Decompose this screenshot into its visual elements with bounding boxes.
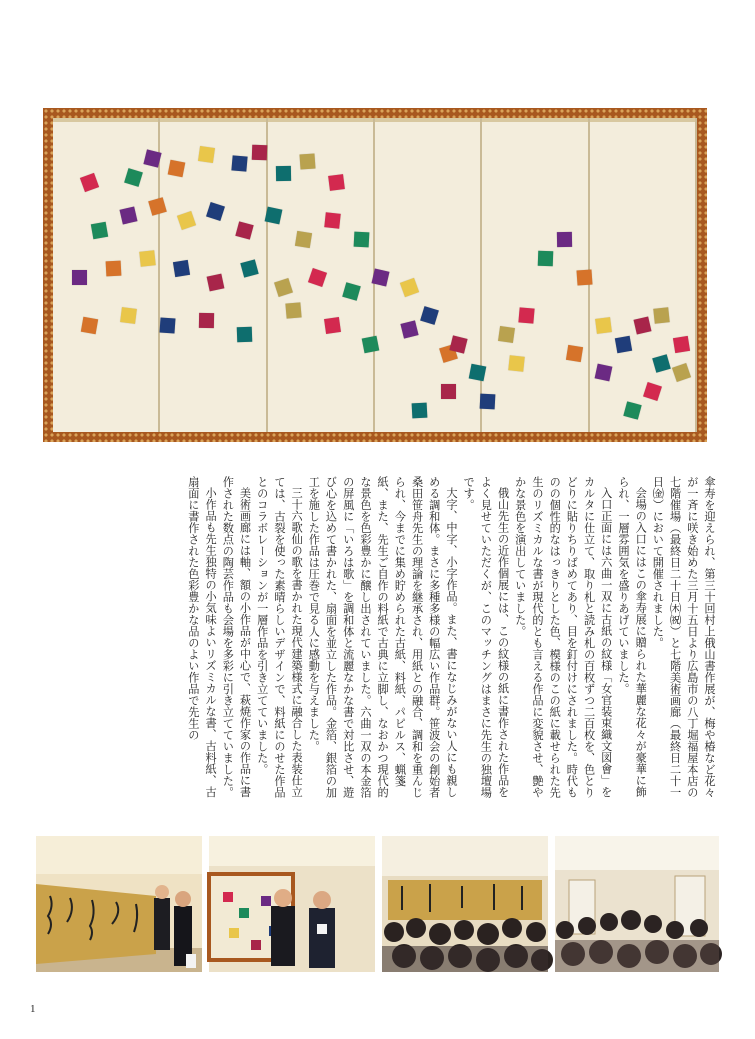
article-paragraph: 会場の入口にはこの傘寿展に贈られた華麗な花々が豪華に飾られ、一層雰囲気を盛りあげていました。 xyxy=(616,476,648,798)
karuta-card xyxy=(148,197,167,216)
karuta-card xyxy=(159,317,175,333)
karuta-card xyxy=(168,159,186,177)
article-paragraph: 傘寿を迎えられ、第三十回村上俄山書作展が、梅や椿など花々が一斉に咲き始めた三月十五日より広島市の八丁堀福屋本店の七階催場（最終日二十日㈭㈷）と七階美術画廊（最終日二十一日㈮）において開催されました。 xyxy=(651,476,716,798)
karuta-card xyxy=(479,393,495,409)
article-paragraph: 入口正面には六曲一双に古紙の紋様「女官装束織文図會」をカルタに仕立て、取り札と読み札の百枚ずつ二百枚を、色とりどりに貼りちりばめてあり、目を釘付けにされました。時代ものの個性的なはっきりとした色、模様のこの紙に載せられた先生のリズミカルな書が現代的とも言える作品に変貌させ、艶やかな景色を演出していました。 xyxy=(513,476,613,798)
karuta-card xyxy=(498,326,515,343)
article-paragraph: 小作品も先生独特の小気味よいリズミカルな書、古料紙、古扇面に書作された色彩豊かな品のよい作品で先生の xyxy=(186,476,218,798)
karuta-card xyxy=(576,269,592,285)
karuta-card xyxy=(557,232,572,247)
karuta-card xyxy=(673,335,690,352)
gallery-calligraphy-photo xyxy=(36,836,202,972)
karuta-card xyxy=(198,313,213,328)
karuta-card xyxy=(400,277,419,296)
karuta-card xyxy=(595,364,613,382)
article-paragraph: 大字、中字、小字作品。また、書になじみがない人にも親しめる調和体。まさに多種多様の幅広い作品群。笹波会の創始者桑田笹舟先生の理論を継承され、用紙との融合、調和を重んじられ、今までに集め貯められた古紙、料紙、パピルス、蝋箋紙、また、先生ご自作の料紙で古典に立脚し、なおかつ現代的な景色を色彩豊かに醸し出されていました。六曲一双の本金箔の屏風に「いろは歌」を調和体と流麗なかな書で対比させ、遊び心を込めて書かれた、扇面を並立した作品。金箔、銀箔の加工を施した作品は圧巻で見る人に感動を与えました。 xyxy=(307,476,458,798)
page-number: 1 xyxy=(30,1003,36,1015)
karuta-card xyxy=(236,221,254,239)
karuta-card xyxy=(420,306,439,325)
karuta-card xyxy=(329,174,346,191)
karuta-card xyxy=(412,403,428,419)
karuta-card xyxy=(469,364,487,382)
karuta-card xyxy=(206,202,225,221)
exhibition-photo-2 xyxy=(209,836,375,972)
karuta-card xyxy=(614,335,631,352)
karuta-card xyxy=(72,270,87,285)
karuta-card xyxy=(237,327,253,343)
article-paragraph: 俄山先生の近作個展には、この紋様の紙に書作された作品をよく見せていただくが、このマッチングはまさに先生の独壇場です。 xyxy=(462,476,510,798)
karuta-card xyxy=(294,231,311,248)
karuta-card xyxy=(140,250,156,266)
karuta-card xyxy=(449,335,467,353)
exhibition-photo-3 xyxy=(382,836,548,972)
karuta-cards xyxy=(53,118,697,432)
karuta-card xyxy=(324,212,340,228)
karuta-card xyxy=(566,345,583,362)
karuta-card xyxy=(81,316,98,333)
karuta-card xyxy=(342,282,361,301)
exhibition-photo-4 xyxy=(555,836,719,972)
karuta-card xyxy=(265,207,283,225)
karuta-card xyxy=(91,221,108,238)
karuta-card xyxy=(624,401,642,419)
karuta-card xyxy=(653,354,672,373)
karuta-card xyxy=(80,173,99,192)
karuta-card xyxy=(173,259,190,276)
karuta-card xyxy=(372,269,390,287)
karuta-card xyxy=(362,335,380,353)
karuta-card xyxy=(308,268,327,287)
karuta-card xyxy=(441,384,456,399)
karuta-card xyxy=(106,260,122,276)
karuta-card xyxy=(285,303,301,319)
exhibition-photo-1 xyxy=(36,836,202,972)
karuta-card xyxy=(672,363,691,382)
folding-screen-photo xyxy=(43,108,707,442)
karuta-card xyxy=(643,382,662,401)
karuta-card xyxy=(324,317,341,334)
article-body xyxy=(186,476,718,801)
karuta-card xyxy=(177,211,196,230)
crowd-photo xyxy=(382,836,548,972)
karuta-card xyxy=(595,317,612,334)
karuta-card xyxy=(401,321,419,339)
karuta-card xyxy=(508,355,524,371)
article-paragraph: 三十六歌仙の歌を書かれた現代建築様式に融合した表装仕立ては、古裂を使った素晴らしいデザインで、料紙にのせた作品とのコラボレーションが一層作品を引き立てていました。 xyxy=(255,476,304,798)
karuta-card xyxy=(634,316,652,334)
karuta-card xyxy=(518,307,534,323)
karuta-card xyxy=(274,278,293,297)
karuta-card xyxy=(654,307,670,323)
article-paragraph: 美術画廊には軸、額の小作品が中心で、萩焼作家の作品に書作された数点の陶芸作品も会場を多彩に引き立てていました。 xyxy=(221,476,252,798)
karuta-card xyxy=(276,165,291,180)
karuta-card xyxy=(252,144,268,160)
karuta-card xyxy=(124,168,143,187)
karuta-card xyxy=(144,150,162,168)
screen-with-guests-photo xyxy=(209,836,375,972)
karuta-card xyxy=(198,146,215,163)
karuta-card xyxy=(119,207,137,225)
karuta-card xyxy=(207,273,225,291)
karuta-card xyxy=(232,155,248,171)
karuta-card xyxy=(538,251,554,267)
karuta-card xyxy=(353,232,369,248)
crowd-photo xyxy=(555,836,719,972)
karuta-card xyxy=(300,154,316,170)
karuta-card xyxy=(120,307,137,324)
screen-paper xyxy=(53,118,697,432)
karuta-card xyxy=(240,259,258,277)
